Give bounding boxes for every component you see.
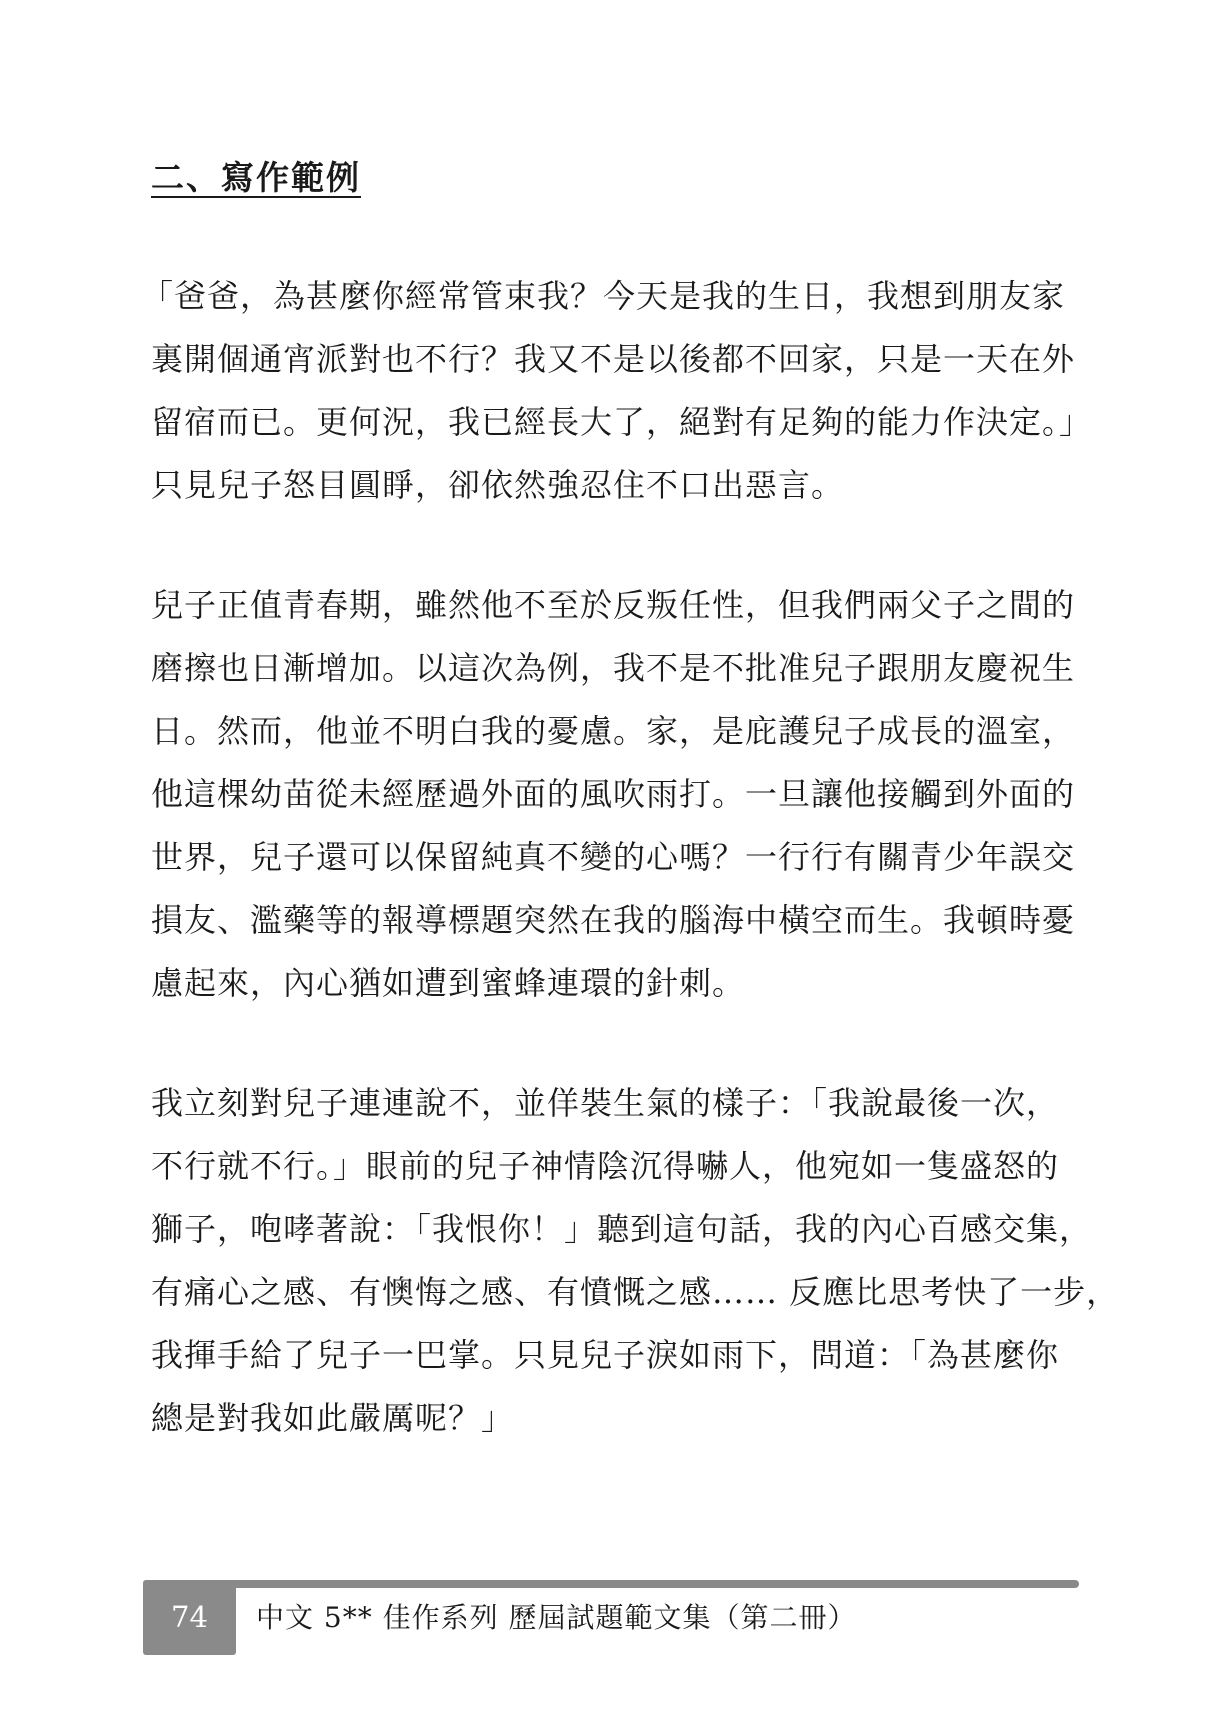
paragraph-2: [151, 574, 1075, 1015]
text-line: 不行就不行。」眼前的兒子神情陰沉得嚇人，他宛如一隻盛怒的: [151, 1147, 1060, 1185]
page-number: 74: [143, 1580, 236, 1655]
text-line: 我揮手給了兒子一巴掌。只見兒子淚如雨下，問道：「為甚麼你: [151, 1336, 1060, 1374]
text-line: 留宿而已。更何況，我已經長大了，絕對有足夠的能力作決定。」: [151, 403, 1093, 441]
text-line: 世界，兒子還可以保留純真不變的心嗎？一行行有關青少年誤交: [151, 838, 1076, 876]
text-line: 獅子，咆哮著說：「我恨你！」聽到這句話，我的內心百感交集，: [151, 1210, 1093, 1248]
text-line: 總是對我如此嚴厲呢？」: [151, 1399, 515, 1437]
paragraph-1: [141, 265, 1093, 517]
text-line: 裏開個通宵派對也不行？我又不是以後都不回家，只是一天在外: [151, 340, 1076, 378]
paragraph-3: [151, 1072, 1119, 1450]
text-line: 兒子正值青春期，雖然他不至於反叛任性，但我們兩父子之間的: [151, 586, 1076, 624]
text-line: 慮起來，內心猶如遭到蜜蜂連環的針刺。: [151, 964, 746, 1002]
section-heading: 二、寫作範例: [151, 158, 361, 197]
text-line: 「爸爸，為甚麼你經常管束我？今天是我的生日，我想到朋友家: [141, 277, 1066, 315]
text-line: 我立刻對兒子連連說不，並佯裝生氣的樣子：「我說最後一次，: [151, 1084, 1060, 1122]
text-line: 日。然而，他並不明白我的憂慮。家，是庇護兒子成長的溫室，: [151, 712, 1076, 750]
text-line: 他這棵幼苗從未經歷過外面的風吹雨打。一旦讓他接觸到外面的: [151, 775, 1076, 813]
text-line: 有痛心之感、有懊悔之感、有憤慨之感…… 反應比思考快了一步，: [151, 1273, 1120, 1311]
footer-divider: [143, 1580, 1079, 1588]
text-line: 只見兒子怒目圓睜，卻依然強忍住不口出惡言。: [151, 466, 845, 504]
footer-book-title: 中文 5** 佳作系列 歷屆試題範文集（第二冊）: [256, 1601, 857, 1634]
text-line: 損友、濫藥等的報導標題突然在我的腦海中橫空而生。我頓時憂: [151, 901, 1076, 939]
text-line: 磨擦也日漸增加。以這次為例，我不是不批准兒子跟朋友慶祝生: [151, 649, 1076, 687]
